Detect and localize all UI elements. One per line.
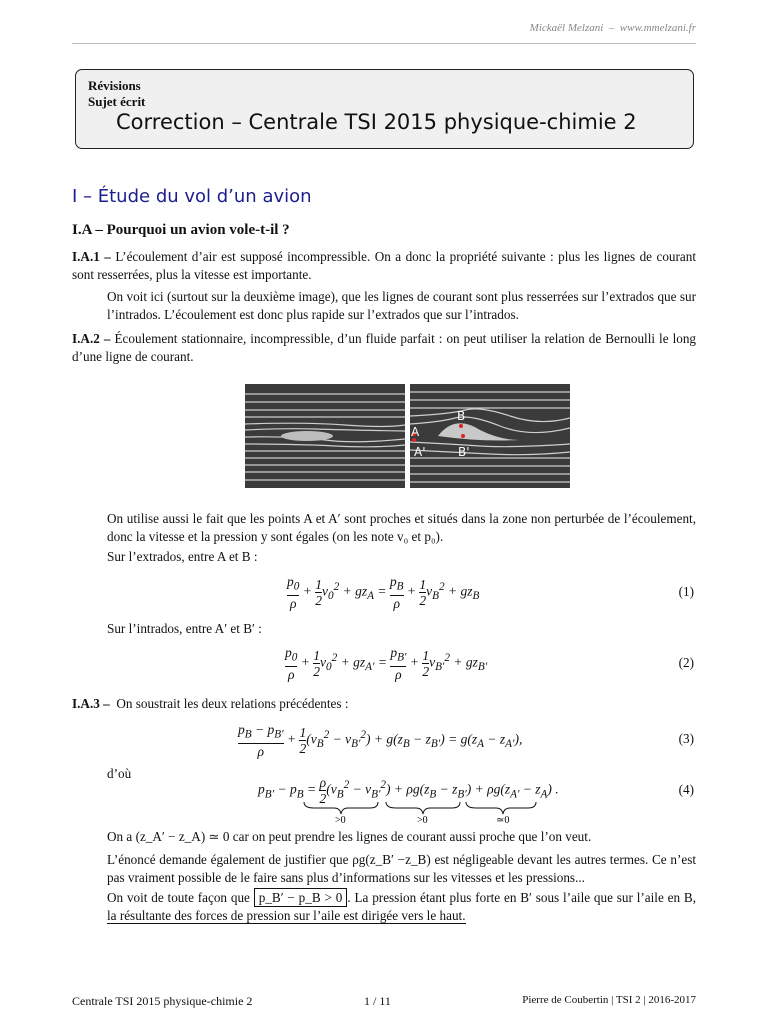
flow-photo-2 (410, 384, 570, 488)
point-label-A: A (411, 425, 420, 439)
footer-right: Pierre de Coubertin | TSI 2 | 2016-2017 (522, 994, 696, 1006)
header-rule (72, 43, 696, 44)
ia3-paragraph-4 (107, 889, 696, 925)
header-site: www.mmelzani.fr (619, 22, 696, 34)
ia2-paragraph-3: Sur l’extrados, entre A et B : (107, 549, 258, 564)
equation-4-number: (4) (678, 782, 694, 797)
boxed-result: p_B′ − p_B > 0 (254, 888, 348, 907)
equation-3: $\frac{p_B - p_{B'}}{\rho}$ + $\frac{1}{2}$ $(v_B^2 - v_{B'}^2) + g(z_B - z_{B'}) = g(z_A - z_{A'})$, (238, 722, 523, 759)
ia1-label: I.A.1 – (72, 249, 111, 264)
section-title: I – Étude du vol d’un avion (72, 186, 312, 207)
ia3-text-4a: On voit de toute façon que (107, 890, 250, 905)
point-label-Ap: A' (414, 445, 426, 459)
underbraces (300, 800, 580, 824)
equation-3-number: (3) (678, 731, 694, 746)
footer-left: Centrale TSI 2015 physique-chimie 2 (72, 994, 253, 1008)
header-author: Mickaël Melzani (529, 22, 604, 34)
ia2-label: I.A.2 – (72, 331, 111, 346)
ia3-text-1: On soustrait les deux relations précédentes : (116, 696, 349, 711)
equation-1: $\frac{p_0}{\rho}$ + $\frac{1}{2}$ $v_0^2 + gz_A$ = $\frac{p_B}{\rho}$ + $\frac{1}{2}$ $v_B^2 + gz_B$ (287, 574, 480, 611)
running-header (530, 22, 696, 34)
header-dash: – (608, 22, 615, 34)
streamlines-image-2 (410, 384, 570, 488)
ia2-text-1: Écoulement stationnaire, incompressible, d’un fluide parfait : on peut utiliser la relation de Bernoulli le long d’une ligne de courant. (72, 331, 697, 364)
brace-label-2: >0 (417, 815, 428, 824)
ia1-paragraph-2: On voit ici (surtout sur la deuxième image), que les lignes de courant sont plus resserrées sur l’extrados que sur l’intrados. L’écoulement est donc plus rapide sur l’extrados que sur l’intrados. (107, 289, 696, 322)
streamlines-image-1 (245, 384, 405, 488)
title-box (75, 69, 694, 149)
ia3-paragraph-2: On a (z_A′ − z_A) ≃ 0 car on peut prendre les lignes de courant aussi proche que l’on veut. (107, 829, 592, 844)
equation-4: $p_{B'} - p_B$ = $\frac{\rho}{2}$ $(v_B^2 - v_{B'}^2) + \rho g(z_B - z_{B'}) + \rho g(z_{A'} - z_A)$ . (258, 775, 559, 806)
ia3-paragraph-3: L’énoncé demande également de justifier que ρg(z_B′ −z_B) est négligeable devant les autres termes. Ce n’est pas vraiment possible de le faire sans plus d’informations sur les vitesses et les pressions... (107, 852, 696, 885)
brace-label-3: ≃0 (496, 815, 510, 824)
ia1-text-1: L’écoulement d’air est supposé incompressible. On a donc la propriété suivante : plus les lignes de courant sont resserrées, plus la vitesse est importante. (72, 249, 697, 282)
point-label-Bp: B' (458, 445, 470, 459)
ia1-paragraph-1 (72, 248, 696, 284)
footer-page-number: 1 / 11 (364, 994, 391, 1008)
ia3-paragraph-1 (72, 695, 696, 713)
ia2-paragraph-4: Sur l’intrados, entre A′ et B′ : (107, 621, 262, 636)
ia2-paragraph-2: On utilise aussi le fait que les points A et A′ sont proches et situés dans la zone non perturbée de l’écoulement, donc la vitesse et la pression y sont égales (on les note v₀ et p₀). (107, 511, 696, 544)
equation-1-number: (1) (678, 584, 694, 599)
equation-2: $\frac{p_0}{\rho}$ + $\frac{1}{2}$ $v_0^2 + gz_{A'}$ = $\frac{p_{B'}}{\rho}$ + $\frac{1}{2}$ $v_{B'}^2 + gz_{B'}$ (285, 645, 488, 682)
ia3-label: I.A.3 – (72, 696, 110, 711)
title-tag-revisions: Révisions (88, 78, 141, 93)
title-tag-sujet: Sujet écrit (88, 94, 146, 109)
subsection-title: I.A – Pourquoi un avion vole-t-il ? (72, 222, 290, 238)
underlined-conclusion: la résultante des forces de pression sur l’aile est dirigée vers le haut. (107, 907, 466, 923)
ia2-paragraph-1 (72, 330, 696, 366)
brace-label-1: >0 (335, 815, 346, 824)
ia3-text-4b: . La pression étant plus forte en B′ sous l’aile que sur l’aile en B, (347, 890, 697, 905)
ia3-dou: d’où (107, 766, 132, 781)
equation-2-number: (2) (678, 655, 694, 670)
point-label-B: B (457, 409, 466, 423)
page-title: Correction – Centrale TSI 2015 physique-chimie 2 (116, 110, 637, 134)
flow-photo-1 (245, 384, 405, 488)
